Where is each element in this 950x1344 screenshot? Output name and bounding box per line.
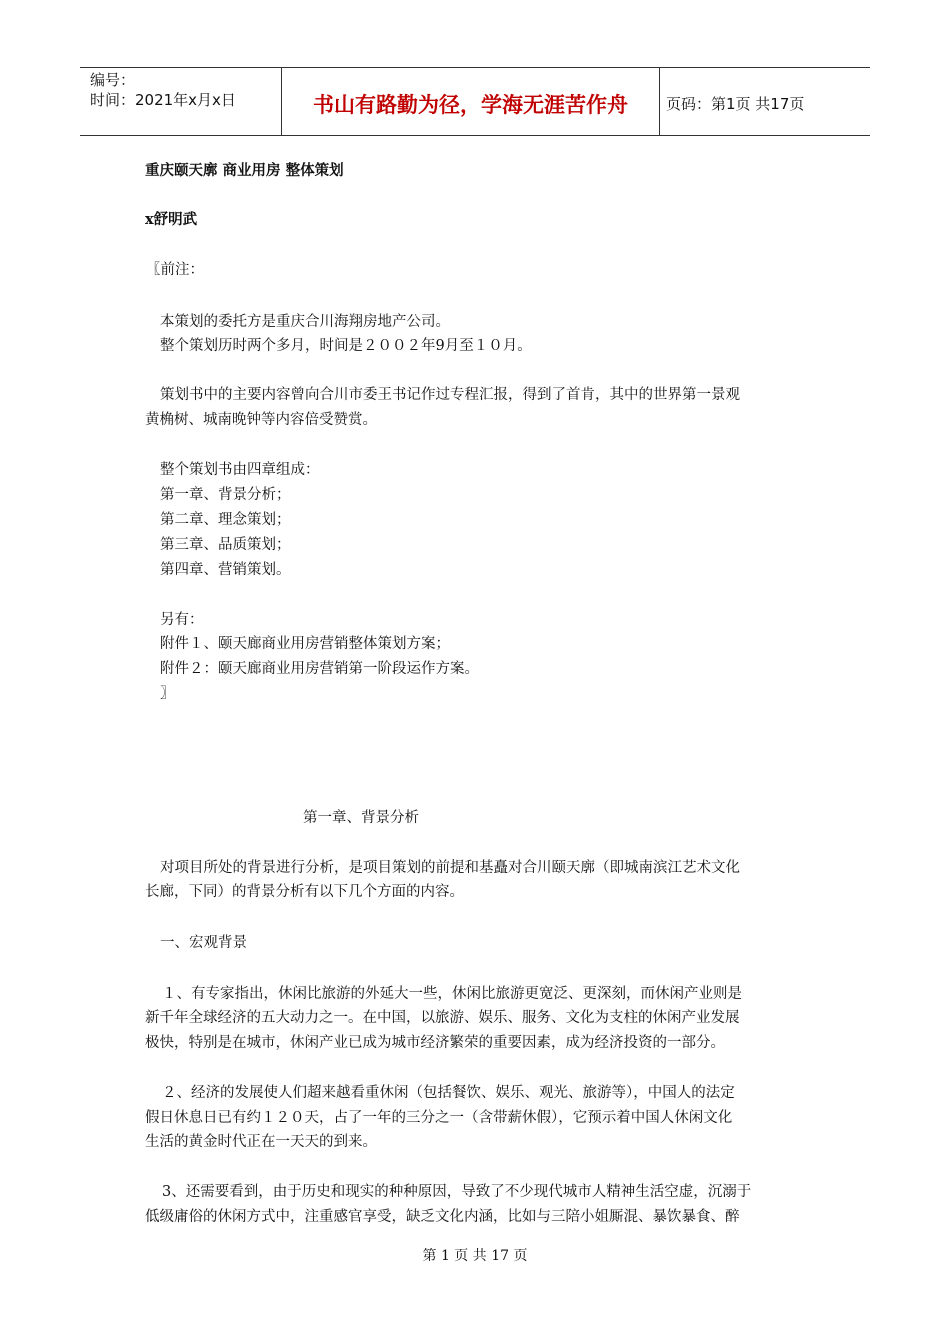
time-label: 时间：2021年x月x日 [90, 91, 236, 109]
page-header [80, 67, 870, 136]
paragraph: ２、经济的发展使人们超来越看重休闲（包括餐饮、娱乐、观光、旅游等），中国人的法定 [162, 1085, 735, 1101]
paragraph: 低级庸俗的休闲方式中，注重感官享受，缺乏文化内涵，比如与三陪小姐厮混、暴饮暴食、醉 [145, 1209, 740, 1225]
paragraph: 对项目所处的背景进行分析，是项目策划的前提和基矗对合川颐天廓（即城南滨江艺术文化 [160, 860, 740, 876]
number-label: 编号： [90, 71, 136, 89]
header-page-info: 页码：第1页 共17页 [666, 95, 805, 113]
section-heading: 一、宏观背景 [160, 935, 247, 951]
paragraph: 极快，特别是在城市，休闲产业已成为城市经济繁荣的重要因素，成为经济投资的一部分。 [145, 1035, 725, 1051]
chapter-list-item: 第一章、背景分析； [160, 487, 291, 503]
chapter-list-item: 第四章、营销策划。 [160, 562, 291, 578]
attachment-item: 附件１、颐天廊商业用房营销整体策划方案； [160, 636, 450, 652]
paragraph: 长廊，下同）的背景分析有以下几个方面的内容。 [145, 884, 464, 900]
attachment-item: 附件２：颐天廊商业用房营销第一阶段运作方案。 [160, 661, 479, 677]
paragraph: 黄桷树、城南晚钟等内容倍受赞赏。 [145, 412, 377, 428]
page-footer: 第 1 页 共 17 页 [422, 1248, 528, 1264]
preface-open: 〖前注： [146, 262, 204, 278]
doc-title: 重庆颐天廓 商业用房 整体策划 [145, 162, 344, 179]
paragraph: 整个策划书由四章组成： [160, 462, 320, 478]
doc-author: x舒明武 [145, 211, 198, 228]
chapter-heading: 第一章、背景分析 [303, 810, 419, 826]
preface-close: 〗 [160, 686, 175, 702]
paragraph: 本策划的委托方是重庆合川海翔房地产公司。 [160, 314, 450, 330]
paragraph: 假日休息日已有约１２０天，占了一年的三分之一（含带薪休假），它预示着中国人休闲文化 [145, 1110, 733, 1126]
paragraph: 3、还需要看到，由于历史和现实的种种原因，导致了不少现代城市人精神生活空虚，沉溺于 [162, 1184, 752, 1200]
header-meta [80, 68, 282, 135]
paragraph: 另有： [160, 612, 204, 628]
chapter-list-item: 第三章、品质策划； [160, 537, 291, 553]
paragraph: 生活的黄金时代正在一天天的到来。 [145, 1134, 377, 1150]
header-motto: 书山有路勤为径，学海无涯苦作舟 [282, 68, 660, 135]
chapter-list-item: 第二章、理念策划； [160, 512, 291, 528]
paragraph: 整个策划历时两个多月，时间是２００２年9月至１０月。 [160, 338, 532, 354]
paragraph: １、有专家指出，休闲比旅游的外延大一些，休闲比旅游更宽泛、更深刻，而休闲产业则是 [162, 986, 742, 1002]
paragraph: 新千年全球经济的五大动力之一。在中国，以旅游、娱乐、服务、文化为支柱的休闲产业发展 [145, 1010, 740, 1026]
paragraph: 策划书中的主要内容曾向合川市委王书记作过专程汇报，得到了首肯，其中的世界第一景观 [160, 387, 740, 403]
